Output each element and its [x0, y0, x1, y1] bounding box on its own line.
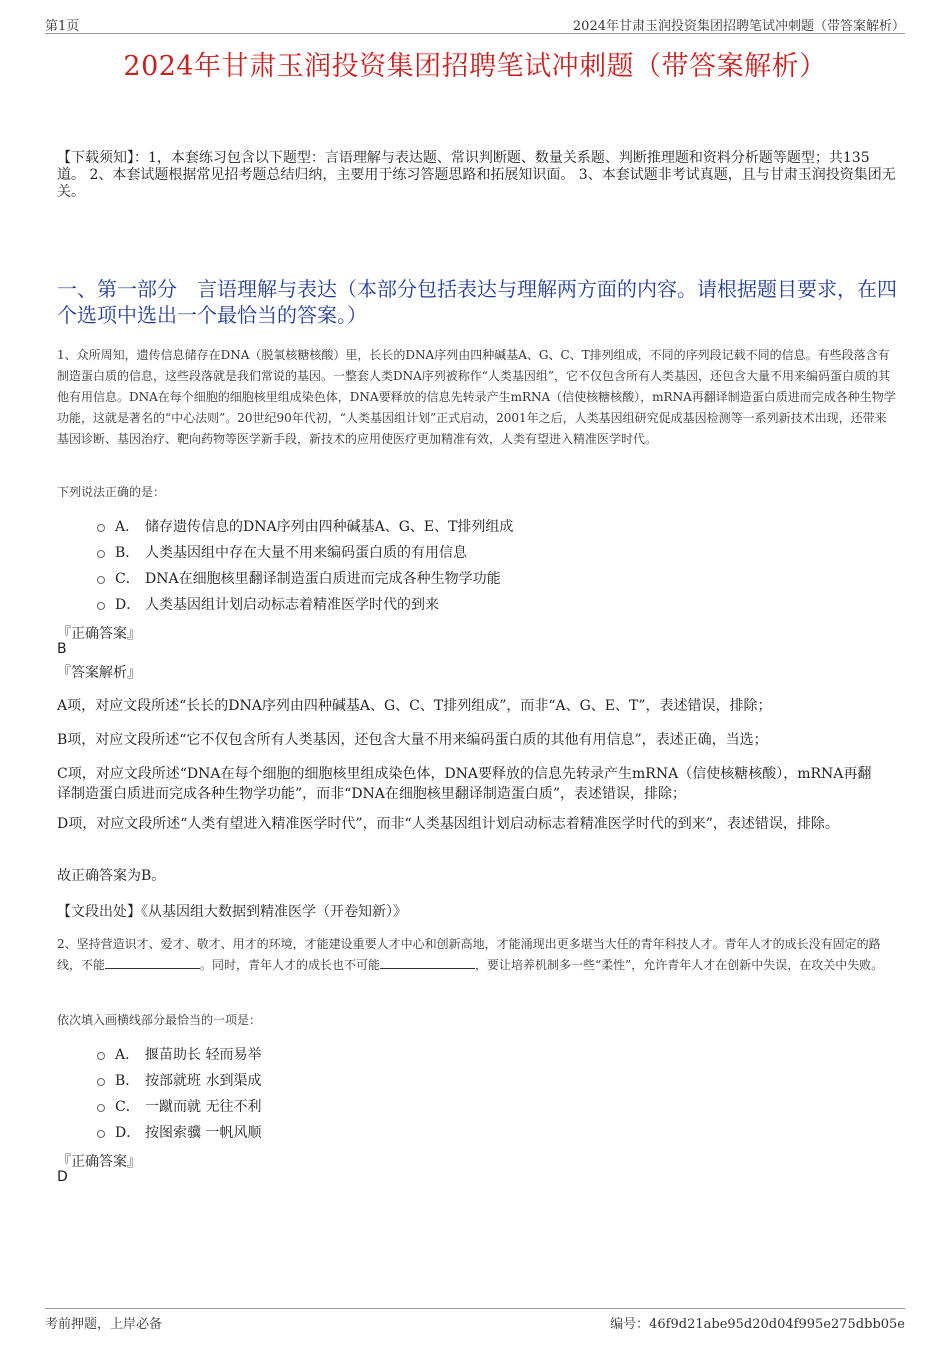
question-1-prompt: 下列说法正确的是：: [57, 485, 166, 499]
radio-icon[interactable]: [97, 1052, 105, 1060]
q2-option-a[interactable]: A． 揠苗助长 轻而易举: [97, 1044, 261, 1064]
q1-analysis-d: D项，对应文段所述“人类有望进入精准医学时代”，而非“人类基因组计划启动标志着精准医学时代的到来”，表述错误，排除。: [57, 816, 839, 832]
page-number: 第1页: [45, 19, 80, 34]
fill-blank-2: [380, 956, 475, 969]
q1-analysis-c: C项，对应文段所述“DNA在每个细胞的细胞核里组成染色体，DNA要释放的信息先转录产生mRNA（信使核糖核酸），mRNA再翻译制造蛋白质进而完成各种生物学功能”，而非“DNA在细胞核里翻译制造蛋白质”，表述错误，排除；: [57, 766, 872, 802]
fill-blank-1: [105, 956, 200, 969]
question-2-text: 2、坚持营造识才、爱才、敬才、用才的环境，才能建设重要人才中心和创新高地，才能涌现出更多堪当大任的青年科技人才。青年人才的成长没有固定的路线，不能 。同时，青年人才的成长也不可能 ，要让培养机制多一些“柔性”，允许青年人才在创新中失误，在攻关中失败。: [57, 937, 884, 972]
running-title: 2024年甘肃玉润投资集团招聘笔试冲刺题（带答案解析）: [572, 19, 905, 34]
q1-conclusion: 故正确答案为B。: [57, 868, 166, 884]
footer-slogan: 考前押题，上岸必备: [45, 1317, 163, 1332]
q2-option-c[interactable]: C． 一蹴而就 无往不利: [97, 1096, 261, 1116]
q2-answer: D: [57, 1169, 68, 1185]
radio-icon[interactable]: [97, 524, 105, 532]
q1-option-d[interactable]: D． 人类基因组计划启动标志着精准医学时代的到来: [97, 594, 439, 614]
question-1-text: 1、众所周知，遗传信息储存在DNA（脱氧核糖核酸）里，长长的DNA序列由四种碱基A、G、C、T排列组成，不同的序列段记载不同的信息。有些段落含有制造蛋白质的信息，这些段落就是我们常说的基因。一整套人类DNA序列被称作“人类基因组”，它不仅包含所有人类基因，还包含大量不用来编码蛋白质的其他有用信息。DNA在每个细胞的细胞核里组成染色体，DNA要释放的信息先转录产生mRNA（信使核糖核酸），mRNA再翻译制造蛋白质进而完成各种生物学功能，这就是著名的“中心法则”。20世纪90年代初，“人类基因组计划”正式启动，2001年之后，人类基因组研究促成基因检测等一系列新技术出现，还带来基因诊断、基因治疗、靶向药物等医学新手段，新技术的应用使医疗更加精准有效，人类有望进入精准医学时代。: [57, 348, 896, 446]
radio-icon[interactable]: [97, 1078, 105, 1086]
q1-analysis-label: 『答案解析』: [57, 665, 141, 681]
q1-option-b[interactable]: B． 人类基因组中存在大量不用来编码蛋白质的有用信息: [97, 542, 467, 562]
section-title: 一、第一部分 言语理解与表达（本部分包括表达与理解两方面的内容。请根据题目要求，在四个选项中选出一个最恰当的答案。）: [57, 277, 897, 327]
radio-icon[interactable]: [97, 576, 105, 584]
radio-icon[interactable]: [97, 602, 105, 610]
question-2-prompt: 依次填入画横线部分最恰当的一项是：: [57, 1013, 262, 1027]
q2-answer-label: 『正确答案』: [57, 1154, 141, 1170]
q1-option-a[interactable]: A． 储存遗传信息的DNA序列由四种碱基A、G、E、T排列组成: [97, 516, 513, 536]
q2-option-b[interactable]: B． 按部就班 水到渠成: [97, 1070, 261, 1090]
radio-icon[interactable]: [97, 550, 105, 558]
radio-icon[interactable]: [97, 1104, 105, 1112]
q1-answer: B: [57, 641, 67, 657]
q1-source: 【文段出处】《从基因组大数据到精准医学（开卷知新）》: [57, 904, 407, 920]
q2-option-d[interactable]: D． 按图索骥 一帆风顺: [97, 1122, 261, 1142]
radio-icon[interactable]: [97, 1130, 105, 1138]
footer-divider: [45, 1308, 905, 1309]
q1-analysis-a: A项，对应文段所述“长长的DNA序列由四种碱基A、G、C、T排列组成”，而非“A、G、E、T”，表述错误，排除；: [57, 698, 772, 714]
header-divider: [45, 33, 905, 34]
document-title: 2024年甘肃玉润投资集团招聘笔试冲刺题（带答案解析）: [123, 51, 827, 82]
q1-option-c[interactable]: C． DNA在细胞核里翻译制造蛋白质进而完成各种生物学功能: [97, 568, 501, 588]
document-id: 编号：46f9d21abe95d20d04f995e275dbb05e: [610, 1317, 905, 1332]
q1-answer-label: 『正确答案』: [57, 626, 141, 642]
q1-analysis-b: B项，对应文段所述“它不仅包含所有人类基因，还包含大量不用来编码蛋白质的其他有用信息”，表述正确，当选；: [57, 732, 768, 748]
download-notice: 【下载须知】：1，本套练习包含以下题型：言语理解与表达题、常识判断题、数量关系题、判断推理题和资料分析题等题型；共135道。 2、本套试题根据常见招考题总结归纳，主要用于练习答题思路和拓展知识面。 3、本套试题非考试真题，且与甘肃玉润投资集团无关。: [57, 150, 896, 200]
